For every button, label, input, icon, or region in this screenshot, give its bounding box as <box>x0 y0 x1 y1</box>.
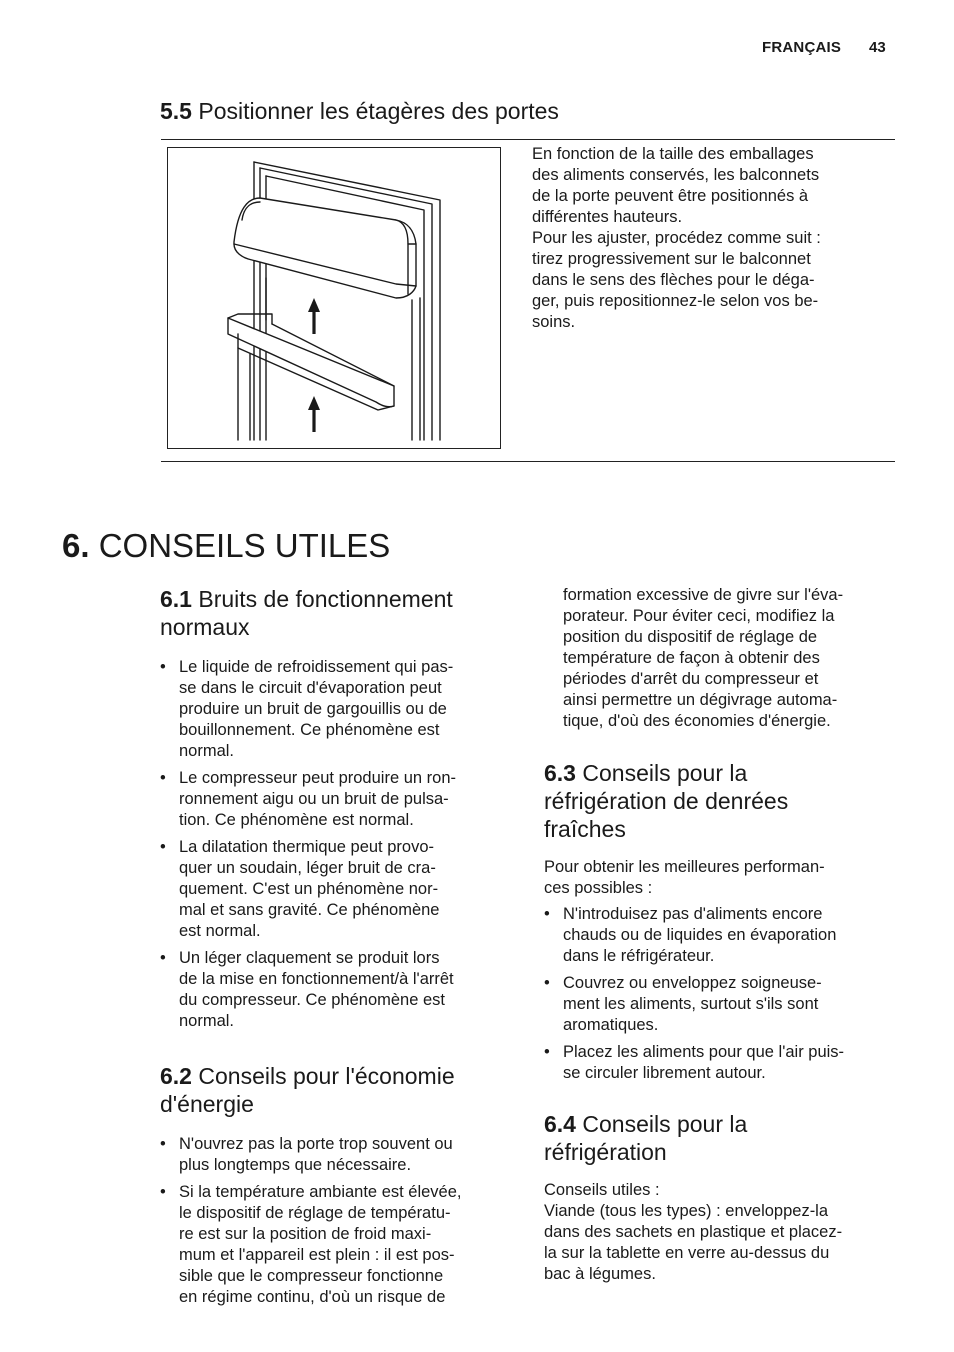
section-5-5-heading <box>160 97 559 125</box>
list-item-line: quer un soudain, léger bruit de cra- <box>179 859 436 877</box>
section-6-3-title-line: fraîches <box>544 816 626 842</box>
continuation-line: ainsi permettre un dégivrage automa- <box>563 691 838 709</box>
list-item-line: normal. <box>179 742 235 760</box>
list-item-line: bouillonnement. Ce phénomène est <box>179 721 440 739</box>
list-item-line: de la mise en fonctionnement/à l'arrêt <box>179 970 454 988</box>
section-5-5-line: différentes hauteurs. <box>532 208 683 226</box>
chapter-heading <box>62 526 390 566</box>
section-5-5-line: soins. <box>532 313 576 331</box>
list-item <box>160 1182 512 1308</box>
section-5-5-body <box>532 144 882 333</box>
section-6-1-list <box>160 657 512 1032</box>
section-6-4-line: la sur la tablette en verre au-dessus du <box>544 1244 830 1262</box>
intro-line: Pour obtenir les meilleures performan- <box>544 858 825 876</box>
list-item-line: est normal. <box>179 922 261 940</box>
page-number: 43 <box>869 39 886 56</box>
section-6-4-line: Conseils utiles : <box>544 1181 660 1199</box>
section-6-2-title-line: Conseils pour l'économie <box>198 1063 455 1089</box>
list-item-line: mum et l'appareil est plein : il est pos- <box>179 1246 455 1264</box>
section-6-2-number: 6.2 <box>160 1063 192 1089</box>
section-6-4-heading <box>544 1110 896 1166</box>
section-6-4-title-line: réfrigération <box>544 1139 667 1165</box>
section-5-5-line: En fonction de la taille des emballages <box>532 145 814 163</box>
continuation-line: porateur. Pour éviter ceci, modifiez la <box>563 607 835 625</box>
section-6-4-line: dans des sachets en plastique et placez- <box>544 1223 843 1241</box>
list-item-line: dans le réfrigérateur. <box>563 947 715 965</box>
list-item-line: ment les aliments, surtout s'ils sont <box>563 995 819 1013</box>
section-6-1-heading <box>160 585 512 641</box>
list-item-line: plus longtemps que nécessaire. <box>179 1156 412 1174</box>
section-top-rule <box>161 139 895 140</box>
section-5-5-line: dans le sens des flèches pour le déga- <box>532 271 815 289</box>
section-5-5-number: 5.5 <box>160 98 192 124</box>
section-6-4-body <box>544 1180 896 1285</box>
continuation-line: position du dispositif de réglage de <box>563 628 818 646</box>
list-item-line: produire un bruit de gargouillis ou de <box>179 700 447 718</box>
continuation-line: formation excessive de givre sur l'éva- <box>563 586 844 604</box>
continuation-line: périodes d'arrêt du compresseur et <box>563 670 819 688</box>
list-item <box>160 657 512 762</box>
list-item <box>160 948 512 1032</box>
list-item-line: tion. Ce phénomène est normal. <box>179 811 414 829</box>
list-item-line: se dans le circuit d'évaporation peut <box>179 679 442 697</box>
list-item-line: N'introduisez pas d'aliments encore <box>563 905 823 923</box>
left-column <box>160 585 512 1314</box>
right-column <box>544 585 896 1285</box>
section-6-2-continuation <box>544 585 896 732</box>
list-item-line: du compresseur. Ce phénomène est <box>179 991 445 1009</box>
intro-line: ces possibles : <box>544 879 653 897</box>
section-6-3-title-line: réfrigération de denrées <box>544 788 789 814</box>
section-5-5-line: Pour les ajuster, procédez comme suit : <box>532 229 821 247</box>
list-item-line: se circuler librement autour. <box>563 1064 766 1082</box>
list-item-line: en régime continu, d'où un risque de <box>179 1288 446 1306</box>
section-5-5-line: des aliments conservés, les balconnets <box>532 166 820 184</box>
list-item-line: Couvrez ou enveloppez soigneuse- <box>563 974 822 992</box>
chapter-number: 6. <box>62 527 90 564</box>
continuation-line: tique, d'où des économies d'énergie. <box>563 712 831 730</box>
door-shelf-drawing <box>168 148 501 449</box>
section-6-4-line: bac à légumes. <box>544 1265 656 1283</box>
list-item-line: quement. C'est un phénomène nor- <box>179 880 439 898</box>
section-bottom-rule <box>161 461 895 462</box>
section-5-5-line: tirez progressivement sur le balconnet <box>532 250 811 268</box>
list-item-line: aromatiques. <box>563 1016 659 1034</box>
list-item-line: re est sur la position de froid maxi- <box>179 1225 432 1243</box>
list-item <box>544 973 896 1036</box>
section-5-5-line: de la porte peuvent être positionnés à <box>532 187 809 205</box>
section-6-4-number: 6.4 <box>544 1111 576 1137</box>
section-6-1-title-line: normaux <box>160 614 250 640</box>
continuation-line: température de façon à obtenir des <box>563 649 820 667</box>
list-item <box>160 1134 512 1176</box>
section-6-4-line: Viande (tous les types) : enveloppez-la <box>544 1202 829 1220</box>
section-6-3-title-line: Conseils pour la <box>582 760 748 786</box>
header-language: FRANÇAIS <box>762 39 842 56</box>
section-6-3-intro <box>544 857 896 899</box>
list-item-line: La dilatation thermique peut provo- <box>179 838 434 856</box>
door-shelf-illustration <box>167 147 501 449</box>
section-6-2-list <box>160 1134 512 1308</box>
section-6-3-heading <box>544 759 896 843</box>
section-6-2-title-line: d'énergie <box>160 1091 254 1117</box>
list-item-line: N'ouvrez pas la porte trop souvent ou <box>179 1135 453 1153</box>
section-6-2-heading <box>160 1062 512 1118</box>
list-item <box>160 768 512 831</box>
list-item-line: Placez les aliments pour que l'air puis- <box>563 1043 845 1061</box>
list-item-line: chauds ou de liquides en évaporation <box>563 926 837 944</box>
list-item-line: Un léger claquement se produit lors <box>179 949 440 967</box>
list-item-line: sible que le compresseur fonctionne <box>179 1267 444 1285</box>
list-item <box>160 837 512 942</box>
list-item-line: ronnement aigu ou un bruit de pulsa- <box>179 790 449 808</box>
section-5-5-line: ger, puis repositionnez-le selon vos be- <box>532 292 819 310</box>
section-6-3-list <box>544 904 896 1084</box>
list-item <box>544 904 896 967</box>
list-item <box>544 1042 896 1084</box>
list-item-line: Le compresseur peut produire un ron- <box>179 769 456 787</box>
section-6-1-title-line: Bruits de fonctionnement <box>198 586 453 612</box>
list-item-line: le dispositif de réglage de températu- <box>179 1204 451 1222</box>
section-6-1-number: 6.1 <box>160 586 192 612</box>
section-6-3-number: 6.3 <box>544 760 576 786</box>
list-item-line: mal et sans gravité. Ce phénomène <box>179 901 440 919</box>
list-item-line: Le liquide de refroidissement qui pas- <box>179 658 454 676</box>
list-item-line: Si la température ambiante est élevée, <box>179 1183 462 1201</box>
section-6-4-title-line: Conseils pour la <box>582 1111 748 1137</box>
section-5-5-title: Positionner les étagères des portes <box>198 98 559 124</box>
chapter-title: CONSEILS UTILES <box>98 527 391 564</box>
list-item-line: normal. <box>179 1012 235 1030</box>
